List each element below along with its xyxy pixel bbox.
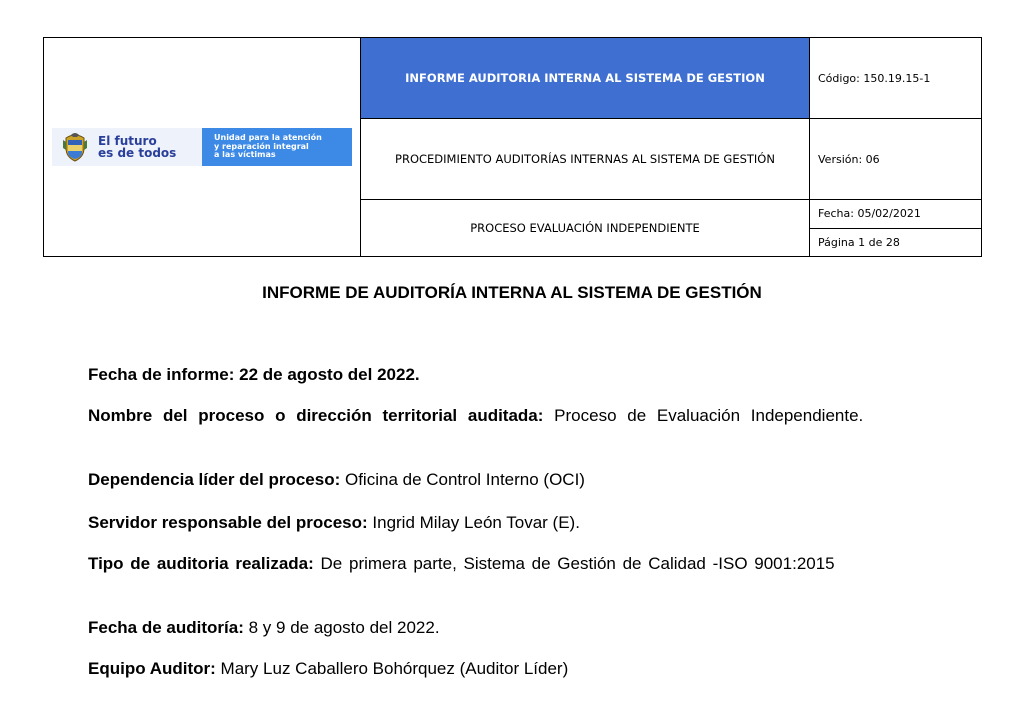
header-title: INFORME AUDITORIA INTERNA AL SISTEMA DE GESTION bbox=[361, 38, 810, 119]
document-header-table bbox=[43, 37, 982, 257]
field-value: Mary Luz Caballero Bohórquez (Auditor Líder) bbox=[220, 659, 569, 678]
field-label: Fecha de informe: bbox=[88, 365, 235, 384]
field-label: Servidor responsable del proceso: bbox=[88, 513, 368, 532]
logo-unit-block bbox=[202, 128, 352, 166]
field-value: 8 y 9 de agosto del 2022. bbox=[248, 618, 440, 637]
field-label: Fecha de auditoría: bbox=[88, 618, 244, 637]
field-label: Nombre del proceso o dirección territorial auditada: bbox=[88, 406, 544, 425]
field-lead-dependency bbox=[88, 469, 940, 490]
field-label: Tipo de auditoria realizada: bbox=[88, 554, 314, 573]
field-value: Ingrid Milay León Tovar (E). bbox=[372, 513, 580, 532]
field-responsible bbox=[88, 512, 940, 533]
logo-slogan-line2: es de todos bbox=[98, 146, 177, 160]
colombia-coat-of-arms-icon bbox=[62, 132, 88, 162]
header-page-number: Página 1 de 28 bbox=[810, 228, 981, 257]
logo-slogan-block bbox=[52, 128, 202, 166]
header-process: PROCESO EVALUACIÓN INDEPENDIENTE bbox=[361, 200, 810, 257]
field-label: Equipo Auditor: bbox=[88, 659, 216, 678]
header-procedure: PROCEDIMIENTO AUDITORÍAS INTERNAS AL SISTEMA DE GESTIÓN bbox=[361, 119, 810, 200]
logo-cell bbox=[44, 38, 361, 257]
header-date: Fecha: 05/02/2021 bbox=[818, 207, 921, 221]
field-audit-type bbox=[88, 553, 940, 574]
field-value: 22 de agosto del 2022. bbox=[239, 365, 420, 384]
field-value: De primera parte, Sistema de Gestión de Calidad -ISO 9001:2015 bbox=[320, 554, 835, 573]
header-date-page-cell bbox=[810, 200, 982, 257]
logo-unit-line2: y reparación integral bbox=[214, 141, 309, 151]
logo-slogan bbox=[98, 135, 176, 159]
field-process-name bbox=[88, 405, 940, 426]
logo-unit-line1: Unidad para la atención bbox=[214, 133, 322, 143]
field-value: Oficina de Control Interno (OCI) bbox=[344, 470, 585, 489]
logo-slogan-line1: El futuro bbox=[98, 134, 157, 148]
logo-unit-line3: a las víctimas bbox=[214, 150, 276, 160]
header-version: Versión: 06 bbox=[810, 119, 982, 200]
field-label: Dependencia líder del proceso: bbox=[88, 470, 341, 489]
header-code: Código: 150.19.15-1 bbox=[810, 38, 982, 119]
field-value: Proceso de Evaluación Independiente. bbox=[554, 406, 864, 425]
field-audit-team bbox=[88, 658, 940, 679]
field-report-date bbox=[88, 364, 940, 385]
institution-logo bbox=[52, 128, 352, 166]
document-title: INFORME DE AUDITORÍA INTERNA AL SISTEMA DE GESTIÓN bbox=[262, 283, 762, 302]
field-audit-date bbox=[88, 617, 940, 638]
